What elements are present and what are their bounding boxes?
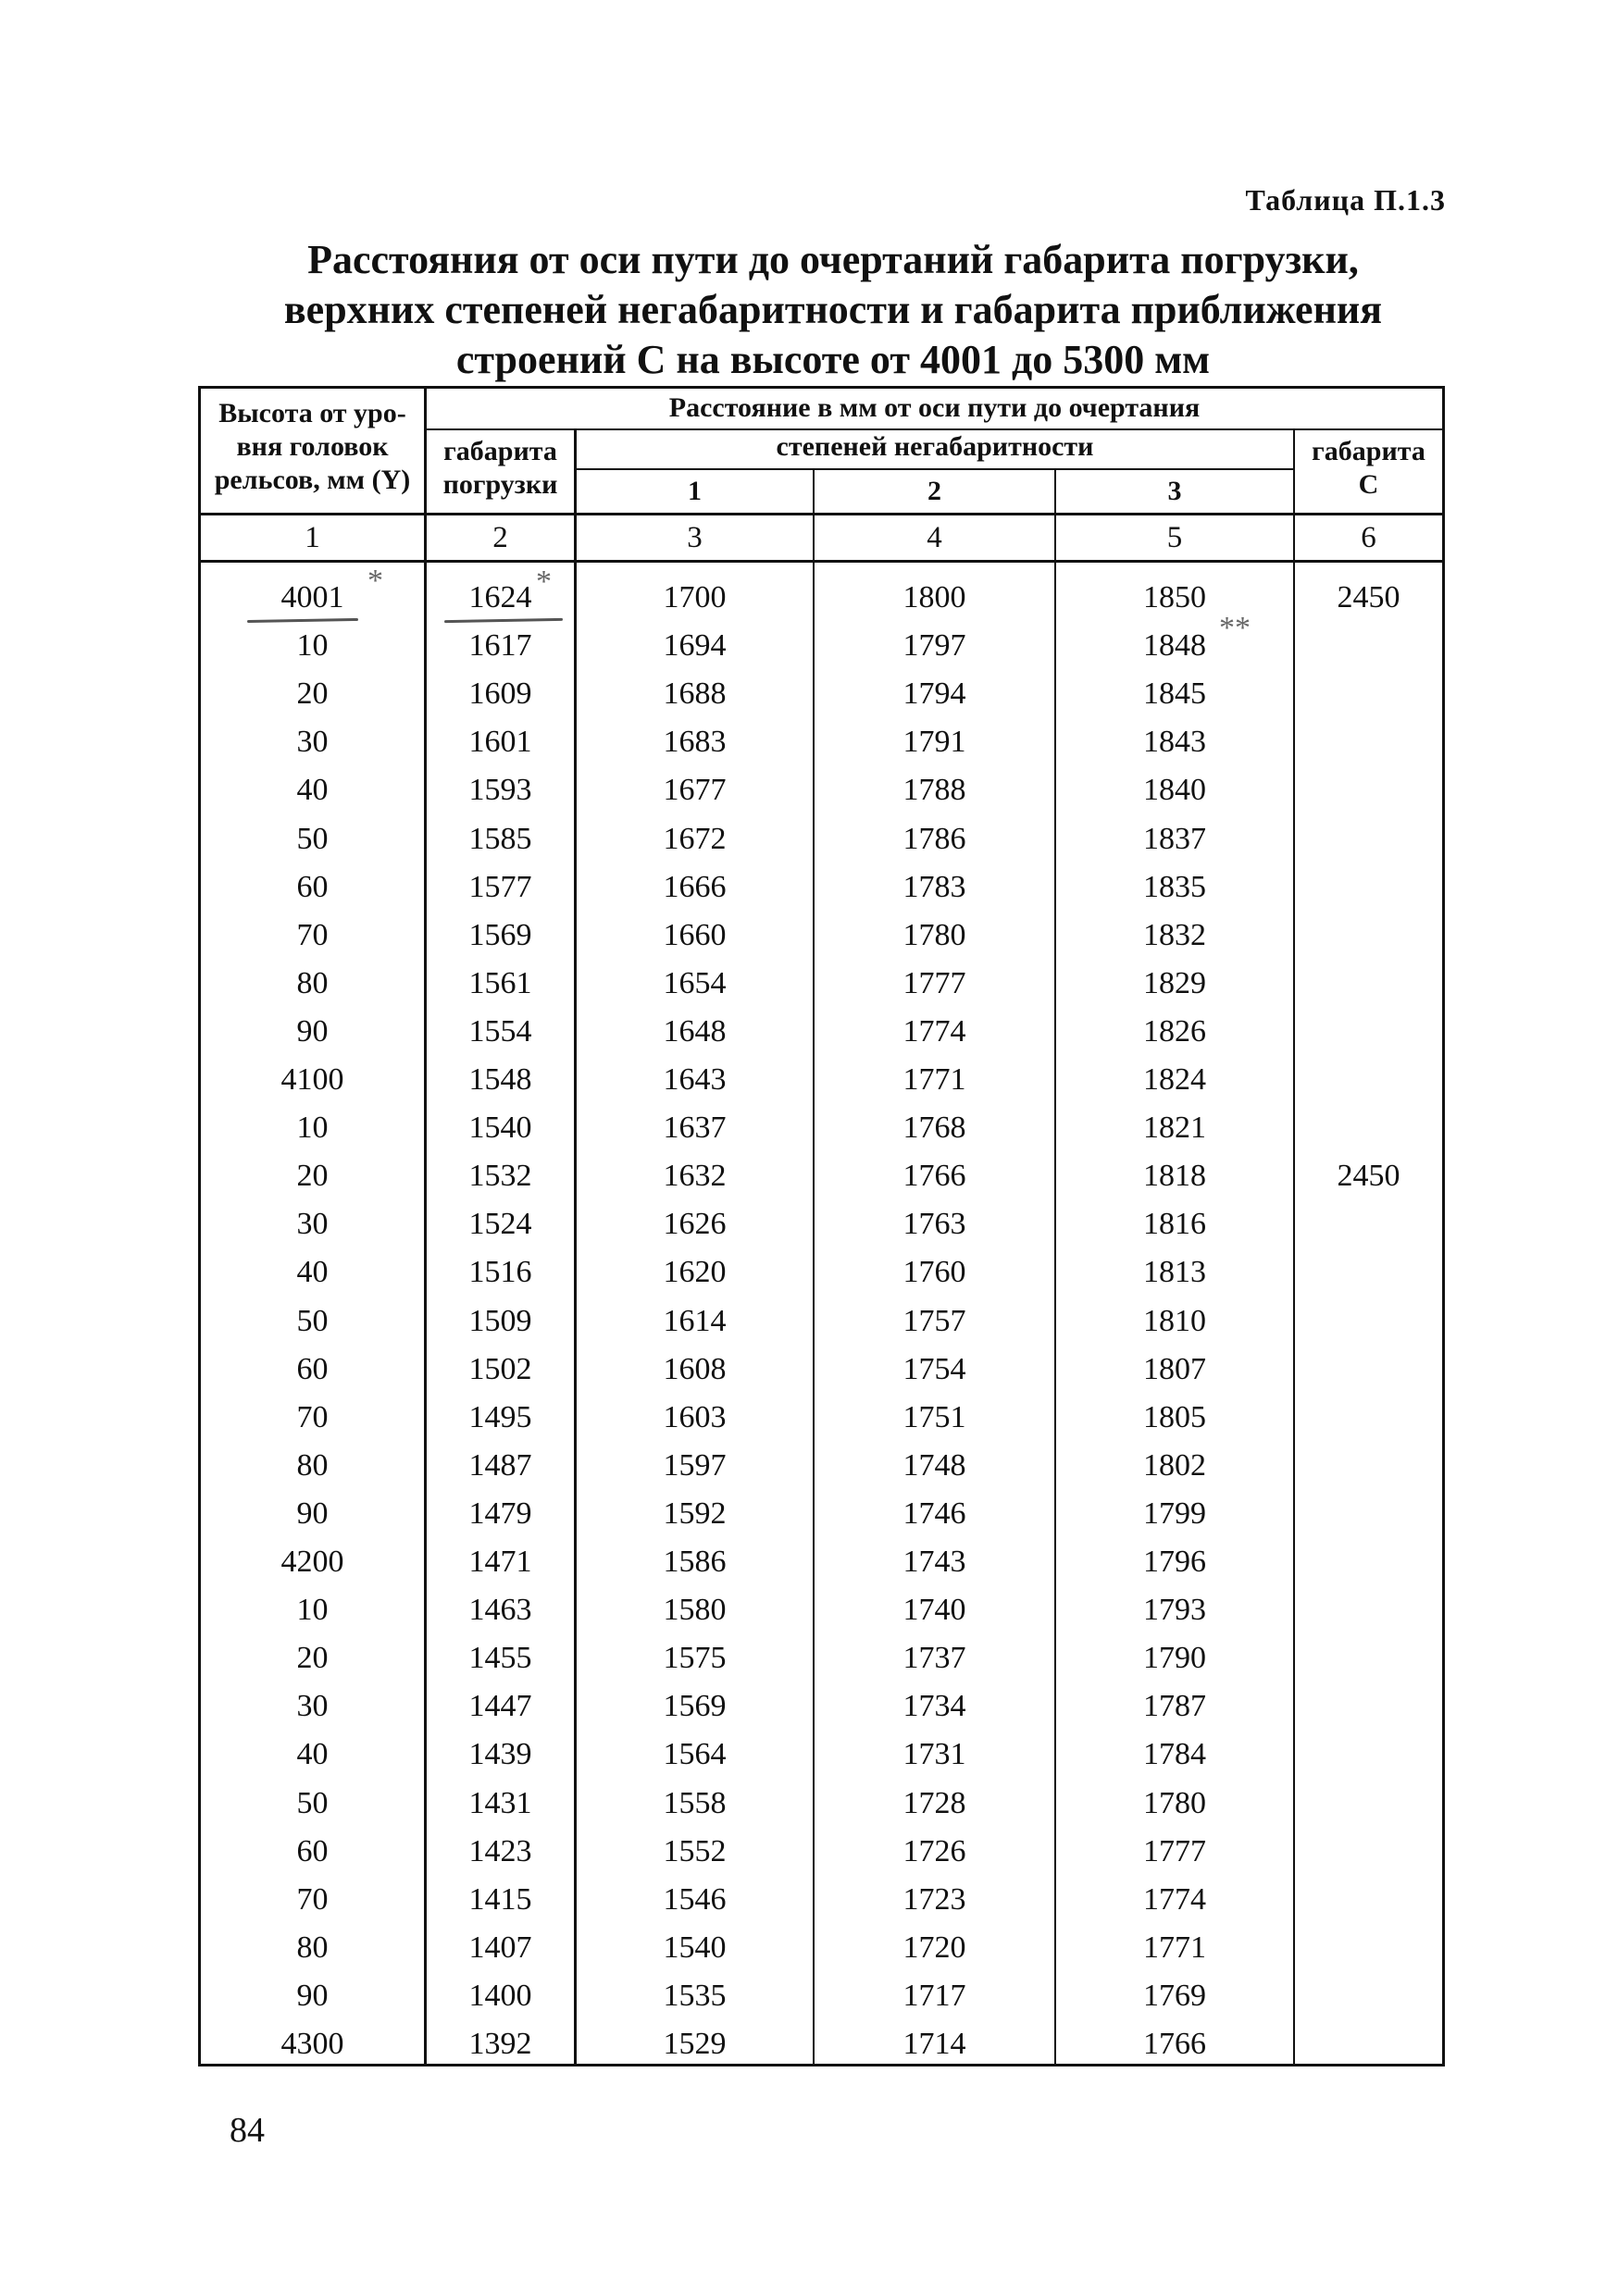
height-cell: 70 (296, 1881, 329, 1917)
value-cell: 1601 (468, 725, 532, 760)
value-cell: 1603 (663, 1399, 727, 1434)
value-cell: 1540 (663, 1930, 727, 1965)
value-cell: 2450 (1337, 1159, 1400, 1194)
value-cell: 1632 (663, 1159, 727, 1194)
height-cell: 60 (296, 1833, 329, 1868)
title-line: Расстояния от оси пути до очертаний габарита погрузки, (307, 237, 1359, 282)
value-cell: 1626 (663, 1207, 727, 1242)
value-cell: 1784 (1143, 1737, 1206, 1772)
value-cell: 1832 (1143, 917, 1206, 952)
value-cell: 1423 (468, 1833, 532, 1868)
value-cell: 1569 (663, 1689, 727, 1724)
value-cell: 1740 (902, 1593, 966, 1628)
value-cell: 1585 (468, 821, 532, 856)
value-cell: 1835 (1143, 869, 1206, 904)
height-cell: 4200 (280, 1545, 344, 1579)
col-number: 6 (1361, 521, 1376, 554)
value-cell: 1720 (902, 1930, 966, 1965)
value-cell: 1783 (902, 869, 966, 904)
value-cell: 1771 (902, 1062, 966, 1097)
value-cell: 1529 (663, 2027, 727, 2061)
value-cell: 1743 (902, 1545, 966, 1579)
value-cell: 1816 (1143, 1207, 1206, 1242)
value-cell: 1392 (468, 2027, 532, 2061)
value-cell: 1700 (663, 580, 727, 614)
header-group: Расстояние в мм от оси пути до очертания (668, 392, 1201, 423)
value-cell: 1748 (902, 1447, 966, 1483)
value-cell: 1479 (468, 1496, 532, 1531)
col-number: 5 (1166, 521, 1183, 554)
value-cell: 1794 (902, 676, 966, 712)
height-cell: 30 (296, 1207, 329, 1242)
header-height-label (201, 397, 424, 497)
value-cell: 1532 (468, 1159, 532, 1194)
value-cell: 1608 (663, 1351, 727, 1386)
value-cell: 1561 (468, 965, 532, 1000)
title-line: строений С на высоте от 4001 до 5300 мм (455, 337, 1211, 382)
value-cell: 1415 (468, 1881, 532, 1917)
value-cell: 1777 (1143, 1833, 1206, 1868)
value-cell: 1786 (902, 821, 966, 856)
value-cell: 1818 (1143, 1159, 1206, 1194)
value-cell: 1620 (663, 1255, 727, 1290)
value-cell: 1592 (663, 1496, 727, 1531)
value-cell: 1617 (468, 628, 532, 664)
double-asterisk-mark: ** (1219, 611, 1251, 645)
value-cell: 1609 (468, 676, 532, 712)
header-line: Высота от уро- (218, 398, 406, 428)
value-cell: 1850 (1143, 580, 1206, 614)
height-cell: 4001 (280, 580, 344, 614)
value-cell: 1796 (1143, 1545, 1206, 1579)
header-oversize-degrees: степеней негабаритности (776, 431, 1094, 462)
height-cell: 50 (296, 1785, 329, 1820)
value-cell: 1564 (663, 1737, 727, 1772)
value-cell: 1837 (1143, 821, 1206, 856)
value-cell: 1746 (902, 1496, 966, 1531)
header-degree-2: 2 (927, 476, 941, 506)
value-cell: 1471 (468, 1545, 532, 1579)
value-cell: 1666 (663, 869, 727, 904)
value-cell: 1407 (468, 1930, 532, 1965)
height-cell: 30 (296, 725, 329, 760)
value-cell: 1509 (468, 1303, 532, 1338)
header-line: С (1358, 469, 1379, 500)
value-cell: 1845 (1143, 676, 1206, 712)
header-line: рельсов, мм (Y) (214, 465, 411, 495)
row-divider (201, 513, 1442, 515)
value-cell: 1813 (1143, 1255, 1206, 1290)
value-cell: 1546 (663, 1881, 727, 1917)
height-cell: 10 (296, 1593, 329, 1628)
value-cell: 1777 (902, 965, 966, 1000)
col-divider (1293, 428, 1295, 2064)
height-cell: 80 (296, 965, 329, 1000)
value-cell: 1766 (1143, 2027, 1206, 2061)
value-cell: 1455 (468, 1641, 532, 1676)
value-cell: 1766 (902, 1159, 966, 1194)
col-number: 2 (492, 521, 508, 554)
row-divider (574, 468, 1293, 470)
value-cell: 1757 (902, 1303, 966, 1338)
value-cell: 1797 (902, 628, 966, 664)
col-number: 1 (305, 521, 320, 554)
table-label: Таблица П.1.3 (1245, 183, 1446, 217)
value-cell: 1648 (663, 1013, 727, 1049)
value-cell: 1502 (468, 1351, 532, 1386)
height-cell: 40 (296, 773, 329, 808)
height-cell: 50 (296, 821, 329, 856)
page-number: 84 (230, 2111, 265, 2150)
header-line: вня головок (236, 431, 389, 462)
value-cell: 1768 (902, 1111, 966, 1146)
header-degree-1: 1 (688, 476, 702, 506)
value-cell: 1624 (468, 580, 532, 614)
height-cell: 4300 (280, 2027, 344, 2061)
value-cell: 1754 (902, 1351, 966, 1386)
height-cell: 90 (296, 1978, 329, 2013)
height-cell: 10 (296, 1111, 329, 1146)
value-cell: 1788 (902, 773, 966, 808)
height-cell: 40 (296, 1255, 329, 1290)
header-line: габарита (443, 436, 557, 466)
value-cell: 1734 (902, 1689, 966, 1724)
value-cell: 1558 (663, 1785, 727, 1820)
value-cell: 1848 (1143, 628, 1206, 664)
header-line: погрузки (442, 469, 558, 500)
value-cell: 1654 (663, 965, 727, 1000)
value-cell: 1731 (902, 1737, 966, 1772)
value-cell: 1723 (902, 1881, 966, 1917)
height-cell: 20 (296, 1159, 329, 1194)
value-cell: 1637 (663, 1111, 727, 1146)
height-cell: 60 (296, 1351, 329, 1386)
value-cell: 1840 (1143, 773, 1206, 808)
value-cell: 1826 (1143, 1013, 1206, 1049)
value-cell: 1737 (902, 1641, 966, 1676)
value-cell: 1810 (1143, 1303, 1206, 1338)
height-cell: 30 (296, 1689, 329, 1724)
value-cell: 1593 (468, 773, 532, 808)
value-cell: 1790 (1143, 1641, 1206, 1676)
data-table (198, 386, 1445, 2066)
asterisk-mark: * (367, 564, 383, 598)
value-cell: 1780 (902, 917, 966, 952)
height-cell: 60 (296, 869, 329, 904)
value-cell: 1660 (663, 917, 727, 952)
value-cell: 1554 (468, 1013, 532, 1049)
value-cell: 1717 (902, 1978, 966, 2013)
table-title (185, 235, 1481, 385)
value-cell: 1643 (663, 1062, 727, 1097)
value-cell: 1714 (902, 2027, 966, 2061)
value-cell: 1821 (1143, 1111, 1206, 1146)
height-cell: 20 (296, 1641, 329, 1676)
value-cell: 1577 (468, 869, 532, 904)
value-cell: 1793 (1143, 1593, 1206, 1628)
value-cell: 1586 (663, 1545, 727, 1579)
value-cell: 1463 (468, 1593, 532, 1628)
value-cell: 1672 (663, 821, 727, 856)
value-cell: 1771 (1143, 1930, 1206, 1965)
height-cell: 40 (296, 1737, 329, 1772)
value-cell: 1774 (902, 1013, 966, 1049)
title-line: верхних степеней негабаритности и габарита приближения (283, 287, 1383, 332)
height-cell: 70 (296, 917, 329, 952)
value-cell: 1694 (663, 628, 727, 664)
asterisk-mark: * (536, 565, 552, 599)
height-cell: 10 (296, 628, 329, 664)
value-cell: 1487 (468, 1447, 532, 1483)
handwritten-underline (247, 618, 358, 623)
value-cell: 1843 (1143, 725, 1206, 760)
value-cell: 1799 (1143, 1496, 1206, 1531)
height-cell: 90 (296, 1013, 329, 1049)
value-cell: 1829 (1143, 965, 1206, 1000)
value-cell: 1802 (1143, 1447, 1206, 1483)
value-cell: 1552 (663, 1833, 727, 1868)
value-cell: 1431 (468, 1785, 532, 1820)
value-cell: 1540 (468, 1111, 532, 1146)
value-cell: 1805 (1143, 1399, 1206, 1434)
row-divider (201, 560, 1442, 563)
handwritten-underline (444, 618, 563, 623)
value-cell: 1780 (1143, 1785, 1206, 1820)
height-cell: 70 (296, 1399, 329, 1434)
value-cell: 1548 (468, 1062, 532, 1097)
height-cell: 50 (296, 1303, 329, 1338)
value-cell: 1800 (902, 580, 966, 614)
value-cell: 1614 (663, 1303, 727, 1338)
value-cell: 1760 (902, 1255, 966, 1290)
value-cell: 1807 (1143, 1351, 1206, 1386)
header-loading-gauge (427, 435, 574, 502)
height-cell: 4100 (280, 1062, 344, 1097)
value-cell: 1495 (468, 1399, 532, 1434)
value-cell: 1769 (1143, 1978, 1206, 2013)
value-cell: 1751 (902, 1399, 966, 1434)
height-cell: 80 (296, 1447, 329, 1483)
header-line: габарита (1312, 436, 1425, 466)
value-cell: 1787 (1143, 1689, 1206, 1724)
value-cell: 1688 (663, 676, 727, 712)
col-number: 4 (927, 521, 942, 554)
value-cell: 1597 (663, 1447, 727, 1483)
col-number: 3 (687, 521, 703, 554)
value-cell: 2450 (1337, 580, 1400, 614)
value-cell: 1524 (468, 1207, 532, 1242)
value-cell: 1569 (468, 917, 532, 952)
value-cell: 1580 (663, 1593, 727, 1628)
value-cell: 1824 (1143, 1062, 1206, 1097)
value-cell: 1575 (663, 1641, 727, 1676)
value-cell: 1683 (663, 725, 727, 760)
value-cell: 1791 (902, 725, 966, 760)
value-cell: 1763 (902, 1207, 966, 1242)
value-cell: 1726 (902, 1833, 966, 1868)
height-cell: 90 (296, 1496, 329, 1531)
value-cell: 1516 (468, 1255, 532, 1290)
height-cell: 80 (296, 1930, 329, 1965)
value-cell: 1447 (468, 1689, 532, 1724)
header-structure-gauge-c (1295, 435, 1442, 502)
header-degree-3: 3 (1167, 476, 1182, 506)
value-cell: 1774 (1143, 1881, 1206, 1917)
value-cell: 1439 (468, 1737, 532, 1772)
value-cell: 1400 (468, 1978, 532, 2013)
value-cell: 1677 (663, 773, 727, 808)
height-cell: 20 (296, 676, 329, 712)
value-cell: 1535 (663, 1978, 727, 2013)
value-cell: 1728 (902, 1785, 966, 1820)
